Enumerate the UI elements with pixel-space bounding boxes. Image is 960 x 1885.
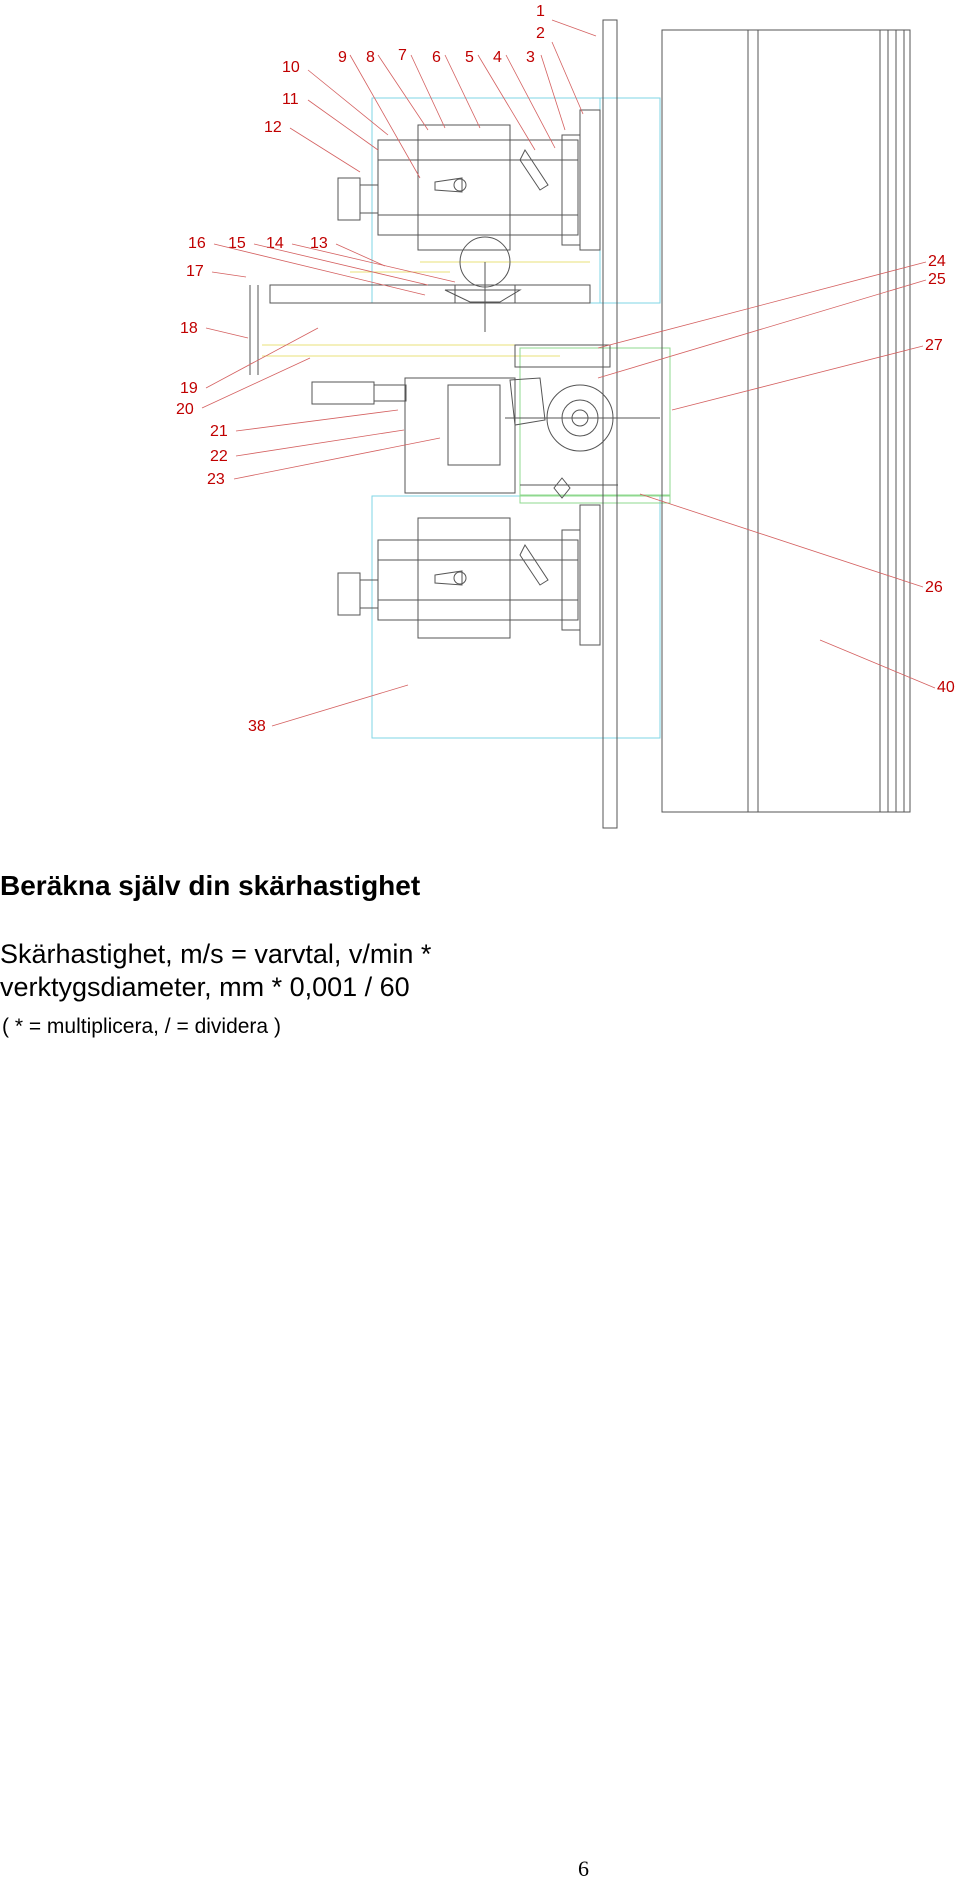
callout-14: 14 bbox=[266, 235, 284, 252]
callout-27: 27 bbox=[925, 337, 943, 354]
callout-5: 5 bbox=[465, 49, 474, 66]
callout-21: 21 bbox=[210, 423, 228, 440]
callout-26: 26 bbox=[925, 579, 943, 596]
callout-20: 20 bbox=[176, 401, 194, 418]
operator-note: ( * = multiplicera, / = dividera ) bbox=[2, 1015, 281, 1038]
callout-18: 18 bbox=[180, 320, 198, 337]
technical-drawing bbox=[0, 0, 960, 840]
callout-13: 13 bbox=[310, 235, 328, 252]
callout-16: 16 bbox=[188, 235, 206, 252]
callout-19: 19 bbox=[180, 380, 198, 397]
callout-labels bbox=[176, 3, 955, 735]
callout-24: 24 bbox=[928, 253, 946, 270]
callout-11: 11 bbox=[282, 91, 299, 108]
callout-10: 10 bbox=[282, 59, 300, 76]
formula-block bbox=[0, 938, 431, 1004]
callout-22: 22 bbox=[210, 448, 228, 465]
callout-23: 23 bbox=[207, 471, 225, 488]
callout-7: 7 bbox=[398, 47, 407, 64]
formula-line-1: Skärhastighet, m/s = varvtal, v/min * bbox=[0, 939, 432, 969]
callout-8: 8 bbox=[366, 49, 375, 66]
callout-40: 40 bbox=[937, 679, 955, 696]
callout-1: 1 bbox=[536, 3, 545, 20]
page-number: 6 bbox=[578, 1856, 589, 1881]
callout-25: 25 bbox=[928, 271, 946, 288]
callout-4: 4 bbox=[493, 49, 502, 66]
callout-15: 15 bbox=[228, 235, 246, 252]
callout-38: 38 bbox=[248, 718, 266, 735]
machine-structure bbox=[250, 20, 910, 828]
section-heading: Beräkna själv din skärhastighet bbox=[0, 870, 421, 901]
callout-2: 2 bbox=[536, 25, 545, 42]
callout-3: 3 bbox=[526, 49, 535, 66]
formula-line-2: verktygsdiameter, mm * 0,001 / 60 bbox=[0, 972, 410, 1002]
callout-12: 12 bbox=[264, 119, 282, 136]
callout-6: 6 bbox=[432, 49, 441, 66]
callout-9: 9 bbox=[338, 49, 347, 66]
callout-17: 17 bbox=[186, 263, 204, 280]
